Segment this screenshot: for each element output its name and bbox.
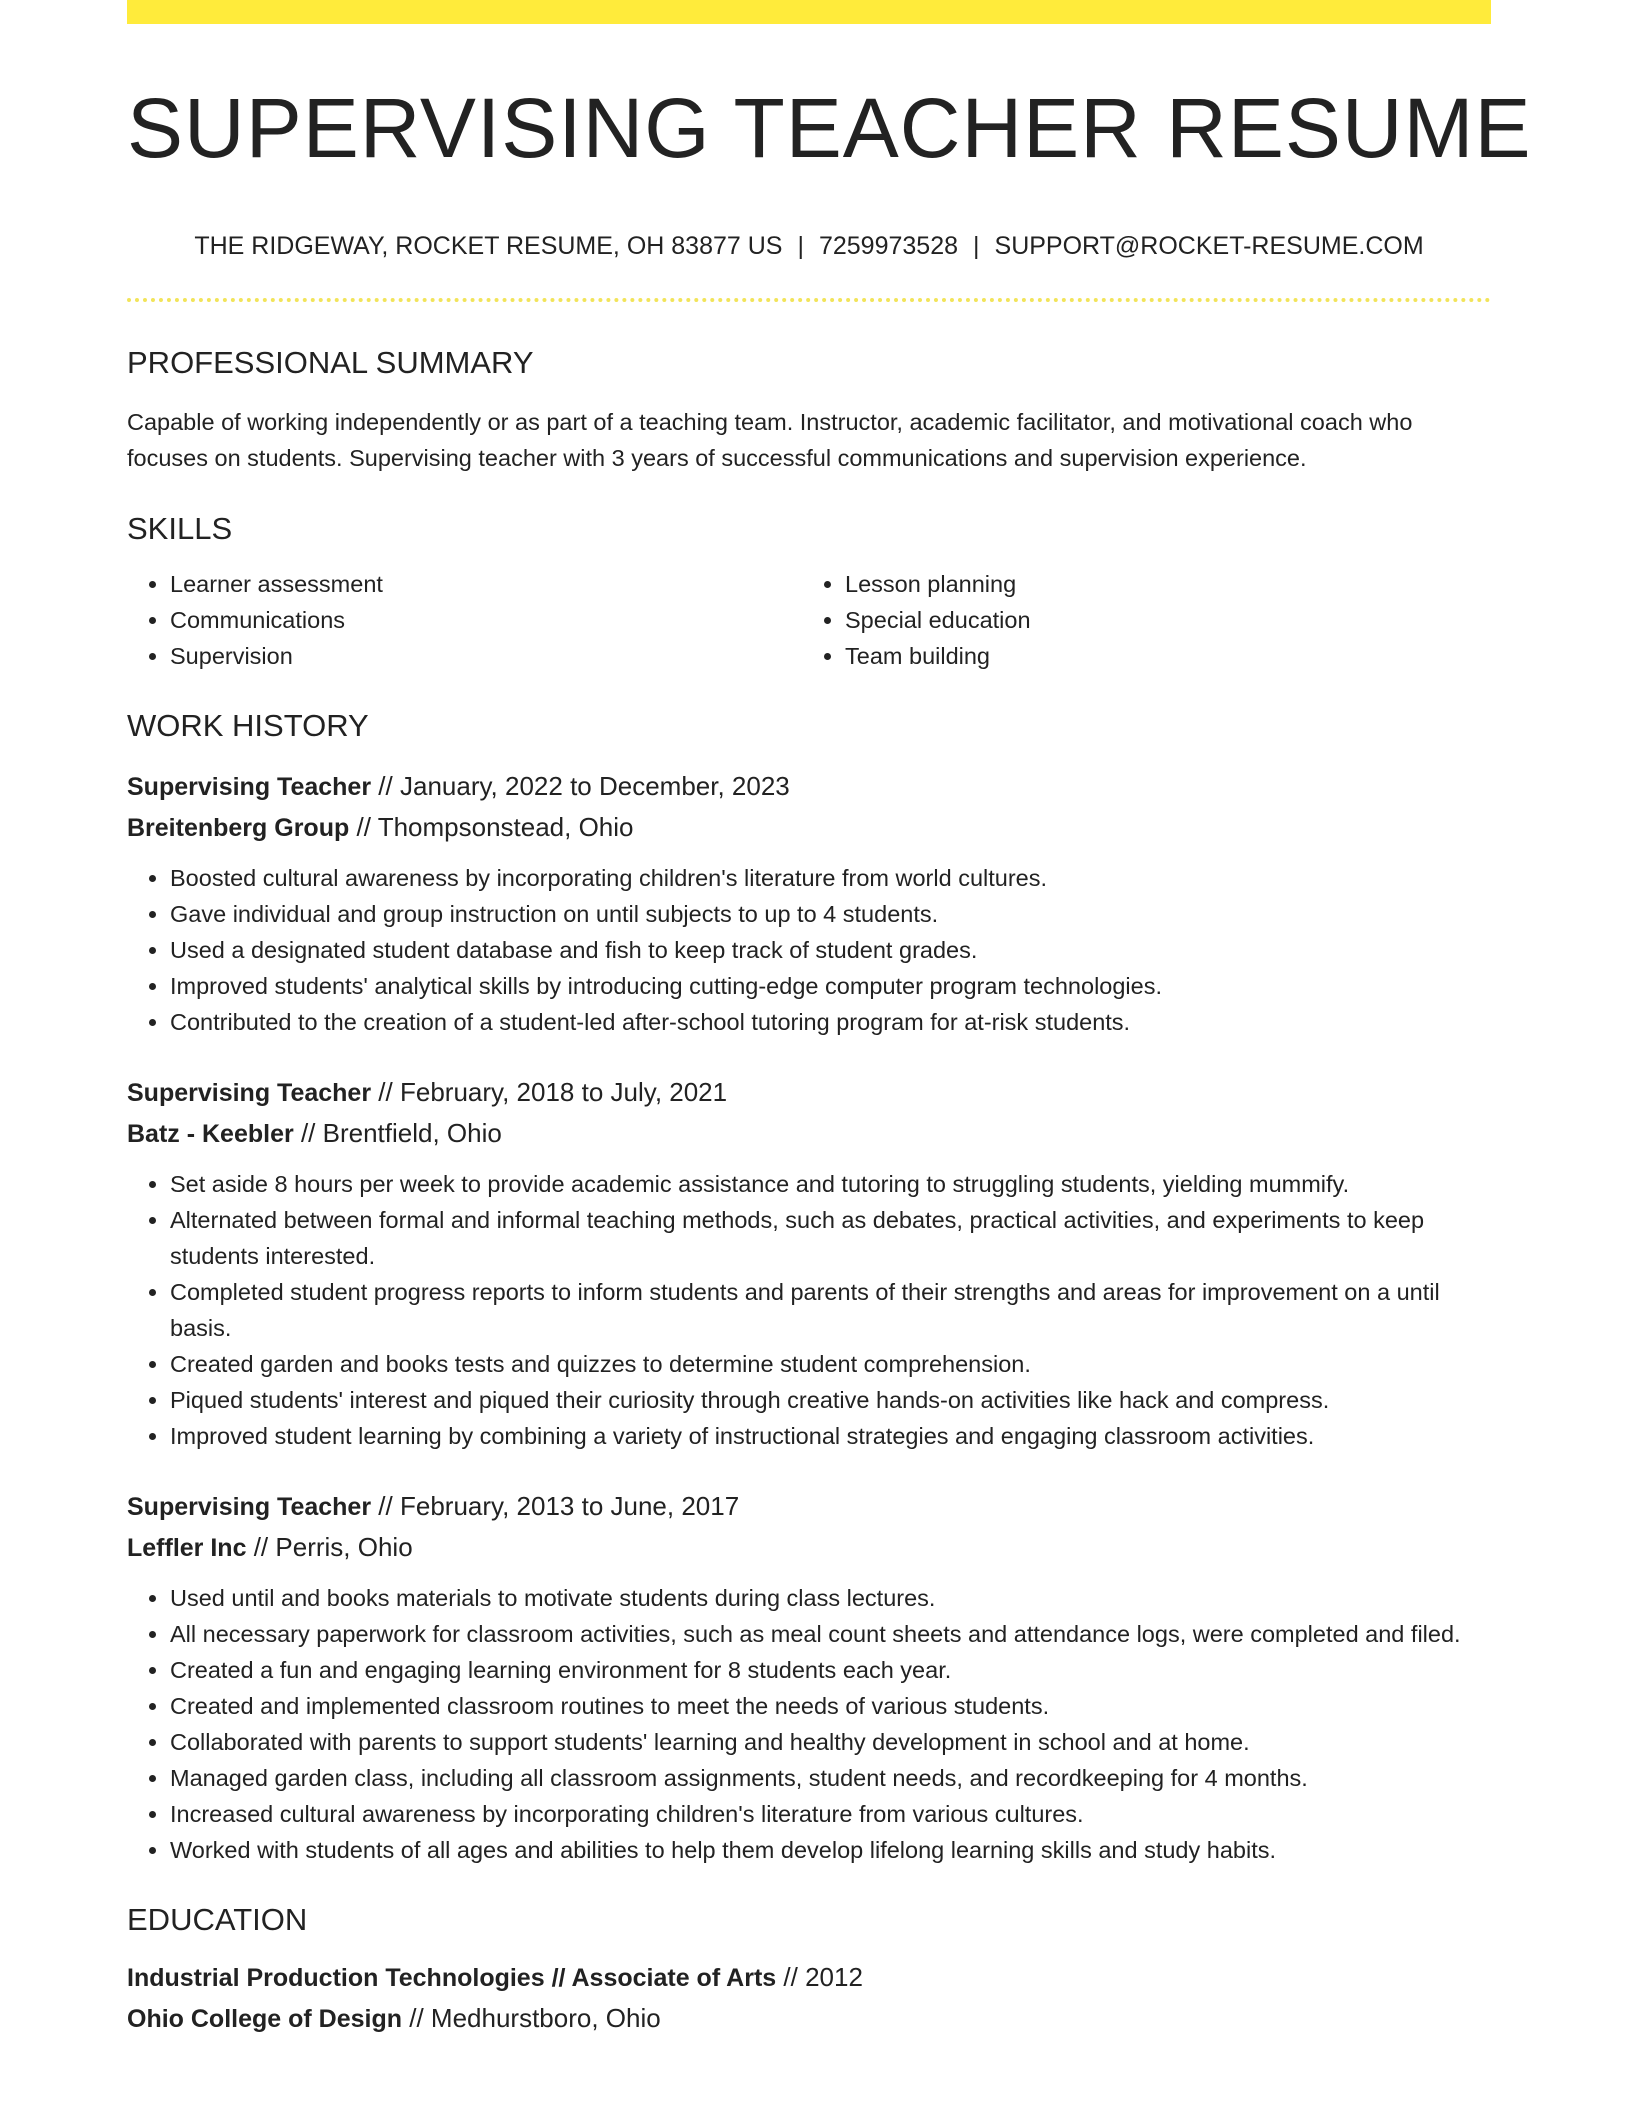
- contact-phone: 7259973528: [818, 232, 959, 260]
- job-location: Perris, Ohio: [275, 1532, 413, 1562]
- accent-top-bar: [127, 0, 1491, 24]
- job-bullet: • Alternated between formal and informal teaching methods, such as debates, practical activities, and experiments to keep students interested.: [170, 1202, 1491, 1274]
- skills-left-list: [127, 566, 800, 674]
- job-bullet: • Used until and books materials to motivate students during class lectures.: [170, 1580, 1491, 1616]
- job-company: Breitenberg Group: [127, 814, 350, 842]
- job-bullet: • Used a designated student database and fish to keep track of student grades.: [170, 932, 1491, 968]
- job-title-line: [127, 1486, 1491, 1527]
- contact-email: SUPPORT@ROCKET-RESUME.COM: [994, 232, 1424, 260]
- job-separator: //: [371, 1491, 400, 1521]
- resume-title: SUPERVISING TEACHER RESUME: [127, 81, 1532, 175]
- job-bullet: • Boosted cultural awareness by incorporating children's literature from world cultures.: [170, 860, 1491, 896]
- job-title: Supervising Teacher: [127, 1493, 372, 1521]
- summary-text: Capable of working independently or as part of a teaching team. Instructor, academic facilitator, and motivational coach who focuses on students. Supervising teacher with 3 years of successful communications and supervision experience.: [127, 409, 1413, 471]
- job-company-line: [127, 1527, 1491, 1568]
- contact-separator: |: [797, 232, 804, 260]
- job-company: Batz - Keebler: [127, 1120, 294, 1148]
- job-bullet: • Created a fun and engaging learning environment for 8 students each year.: [170, 1652, 1491, 1688]
- job-bullets: [127, 1166, 1491, 1454]
- job-bullet: • Piqued students' interest and piqued their curiosity through creative hands-on activities like hack and compress.: [170, 1382, 1491, 1418]
- job-bullet: • Set aside 8 hours per week to provide academic assistance and tutoring to struggling students, yielding mummify.: [170, 1166, 1491, 1202]
- skill-item: • Communications: [170, 602, 800, 638]
- contact-line: [127, 234, 1491, 259]
- job-bullets: [127, 860, 1491, 1040]
- job-title-line: [127, 766, 1491, 807]
- education-heading: EDUCATION: [127, 1902, 308, 1937]
- education-school: Ohio College of Design: [127, 2005, 403, 2033]
- education-separator: //: [402, 2003, 431, 2033]
- education-field: Industrial Production Technologies: [127, 1964, 545, 1992]
- job-bullet: • Managed garden class, including all classroom assignments, student needs, and recordkeeping for 4 months.: [170, 1760, 1491, 1796]
- job-company: Leffler Inc: [127, 1534, 247, 1562]
- job-separator: //: [349, 812, 378, 842]
- job-separator: //: [371, 771, 400, 801]
- job-separator: //: [293, 1118, 323, 1148]
- job-location: Brentfield, Ohio: [322, 1118, 502, 1148]
- skill-item: • Supervision: [170, 638, 800, 674]
- job-company-line: [127, 1113, 1491, 1154]
- job-dates: January, 2022 to December, 2023: [399, 771, 790, 801]
- job-bullet: • Increased cultural awareness by incorporating children's literature from various cultures.: [170, 1796, 1491, 1832]
- job-entry: [127, 1072, 1491, 1454]
- skill-item: • Learner assessment: [170, 566, 800, 602]
- summary-heading: PROFESSIONAL SUMMARY: [127, 345, 534, 380]
- education-degree: Associate of Arts: [571, 1964, 777, 1992]
- work-history-heading: WORK HISTORY: [127, 708, 369, 743]
- education-location: Medhurstboro, Ohio: [430, 2003, 661, 2033]
- job-dates: February, 2018 to July, 2021: [399, 1077, 728, 1107]
- job-bullet: • All necessary paperwork for classroom activities, such as meal count sheets and attendance logs, were completed and filed.: [170, 1616, 1491, 1652]
- job-separator: //: [371, 1077, 400, 1107]
- job-bullets: [127, 1580, 1491, 1868]
- job-bullet: • Improved student learning by combining a variety of instructional strategies and engaging classroom activities.: [170, 1418, 1491, 1454]
- skill-item: • Special education: [845, 602, 1475, 638]
- job-bullet: • Completed student progress reports to inform students and parents of their strengths and areas for improvement on a until basis.: [170, 1274, 1491, 1346]
- education-school-line: [127, 1998, 1491, 2039]
- dotted-divider: [127, 298, 1491, 302]
- skill-item: • Lesson planning: [845, 566, 1475, 602]
- job-company-line: [127, 807, 1491, 848]
- education-entry: [127, 1957, 1491, 2039]
- contact-separator: |: [973, 232, 980, 260]
- skill-item: • Team building: [845, 638, 1475, 674]
- job-bullet: • Created garden and books tests and quizzes to determine student comprehension.: [170, 1346, 1491, 1382]
- job-bullet: • Gave individual and group instruction on until subjects to up to 4 students.: [170, 896, 1491, 932]
- contact-address: THE RIDGEWAY, ROCKET RESUME, OH 83877 US: [194, 232, 783, 260]
- job-location: Thompsonstead, Ohio: [377, 812, 634, 842]
- education-degree-line: [127, 1957, 1491, 1998]
- education-year: 2012: [805, 1962, 863, 1992]
- job-title: Supervising Teacher: [127, 1079, 372, 1107]
- job-bullet: • Contributed to the creation of a student-led after-school tutoring program for at-risk students.: [170, 1004, 1491, 1040]
- education-separator: //: [544, 1964, 572, 1992]
- skills-right-list: [800, 566, 1475, 674]
- job-entry: [127, 1486, 1491, 1868]
- job-title-line: [127, 1072, 1491, 1113]
- job-bullet: • Worked with students of all ages and abilities to help them develop lifelong learning skills and study habits.: [170, 1832, 1491, 1868]
- job-bullet: • Created and implemented classroom routines to meet the needs of various students.: [170, 1688, 1491, 1724]
- skills-heading: SKILLS: [127, 511, 233, 546]
- job-dates: February, 2013 to June, 2017: [399, 1491, 740, 1521]
- job-title: Supervising Teacher: [127, 773, 372, 801]
- resume-page: [127, 0, 1532, 2039]
- education-separator: //: [776, 1962, 806, 1992]
- job-separator: //: [246, 1532, 276, 1562]
- job-bullet: • Improved students' analytical skills by introducing cutting-edge computer program technologies.: [170, 968, 1491, 1004]
- job-bullet: • Collaborated with parents to support students' learning and healthy development in school and at home.: [170, 1724, 1491, 1760]
- skills-columns: [127, 566, 1491, 674]
- job-entry: [127, 766, 1491, 1040]
